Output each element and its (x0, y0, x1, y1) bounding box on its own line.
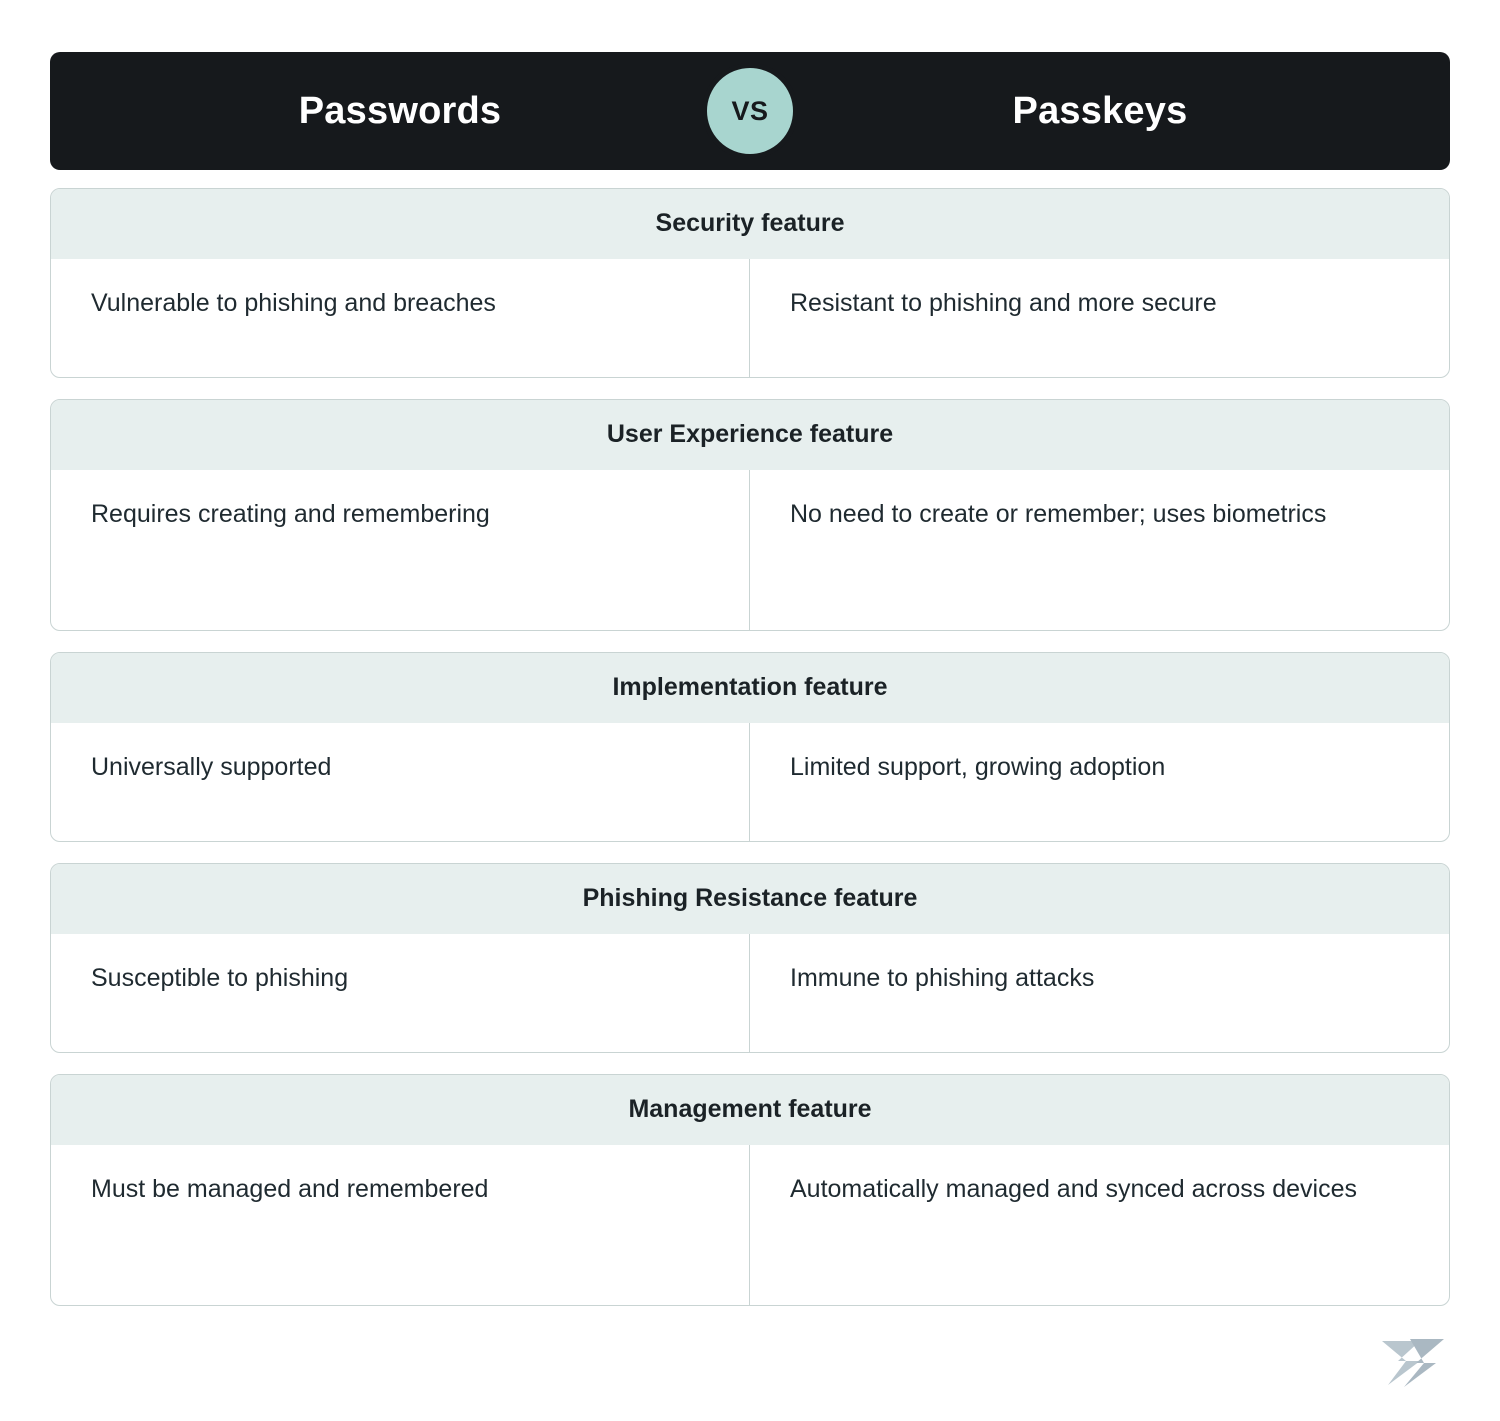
feature-cell-passwords: Requires creating and remembering (51, 470, 750, 630)
feature-title: Security feature (51, 189, 1449, 259)
bird-logo-icon (1380, 1335, 1446, 1391)
feature-title: User Experience feature (51, 400, 1449, 470)
feature-cell-passkeys: No need to create or remember; uses biometrics (790, 500, 1327, 528)
header-left-title: Passwords (298, 89, 502, 132)
feature-block-security (50, 188, 1450, 378)
feature-body (51, 723, 1449, 841)
feature-cell-passkeys: Resistant to phishing and more secure (790, 289, 1217, 317)
feature-body (51, 470, 1449, 630)
feature-title: Implementation feature (51, 653, 1449, 723)
comparison-header (50, 52, 1450, 170)
feature-block-user-experience (50, 399, 1450, 631)
header-right-title: Passkeys (1012, 89, 1188, 132)
feature-body (51, 1145, 1449, 1305)
feature-cell-passkeys: Automatically managed and synced across devices (790, 1175, 1357, 1203)
feature-cell-passkeys: Limited support, growing adoption (790, 753, 1166, 781)
feature-cell-passkeys: Immune to phishing attacks (790, 964, 1095, 992)
feature-cell-passwords: Universally supported (51, 723, 750, 841)
feature-body (51, 259, 1449, 377)
feature-cell-passwords: Must be managed and remembered (51, 1145, 750, 1305)
feature-body (51, 934, 1449, 1052)
feature-block-implementation (50, 652, 1450, 842)
feature-title: Management feature (51, 1075, 1449, 1145)
feature-cell-passwords: Vulnerable to phishing and breaches (51, 259, 750, 377)
vs-badge: VS (702, 63, 798, 159)
feature-block-management (50, 1074, 1450, 1306)
feature-cell-passwords: Susceptible to phishing (51, 934, 750, 1052)
feature-title: Phishing Resistance feature (51, 864, 1449, 934)
feature-rows (50, 188, 1450, 1306)
feature-block-phishing-resistance (50, 863, 1450, 1053)
